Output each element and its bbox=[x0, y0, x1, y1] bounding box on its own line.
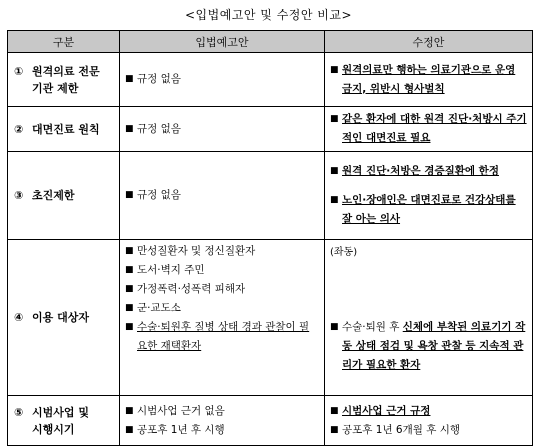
bullet-icon: ■ bbox=[125, 74, 134, 84]
row-category-line1: 대면진료 원칙 bbox=[32, 122, 100, 136]
table-row bbox=[8, 107, 533, 152]
current-item: 가정폭력·성폭력 피해자 bbox=[137, 283, 246, 295]
row-category bbox=[8, 240, 120, 396]
row-current bbox=[120, 107, 325, 152]
row-revised bbox=[325, 107, 533, 152]
bullet-icon: ■ bbox=[330, 322, 339, 332]
bullet-icon: ■ bbox=[125, 322, 134, 332]
row-current bbox=[120, 53, 325, 107]
current-item: 공포후 1년 후 시행 bbox=[137, 423, 225, 436]
revised-item: 노인·장애인은 대면진료로 건강상태를 잘 아는 의사 bbox=[342, 194, 516, 225]
bullet-icon: ■ bbox=[125, 265, 134, 275]
table-header-row bbox=[8, 31, 533, 53]
table-row bbox=[8, 53, 533, 107]
current-item: 수술·퇴원후 질병 상태 경과 관찰이 필요한 재택환자 bbox=[137, 321, 310, 352]
current-item: 규정 없음 bbox=[137, 189, 181, 201]
row-number: ④ bbox=[14, 311, 24, 324]
bullet-icon: ■ bbox=[125, 424, 134, 435]
row-category-line1: 이용 대상자 bbox=[32, 311, 89, 324]
row-category bbox=[8, 396, 120, 446]
header-revised: 수정안 bbox=[325, 31, 533, 53]
current-item: 규정 없음 bbox=[137, 122, 181, 135]
row-number: ③ bbox=[14, 189, 24, 202]
row-category bbox=[8, 53, 120, 107]
bullet-icon: ■ bbox=[330, 64, 339, 75]
revised-item: 원격의료만 행하는 의료기관으로 운영 금지, 위반시 형사벌칙 bbox=[342, 63, 516, 95]
row-current bbox=[120, 152, 325, 240]
current-item: 군·교도소 bbox=[137, 302, 181, 314]
table-row bbox=[8, 152, 533, 240]
row-category-line1: 초진제한 bbox=[32, 189, 75, 202]
table-row bbox=[8, 240, 533, 396]
row-category bbox=[8, 152, 120, 240]
header-current: 입법예고안 bbox=[120, 31, 325, 53]
revised-item: 공포후 1년 6개월 후 시행 bbox=[342, 423, 460, 436]
document-title: <입법예고안 및 수정안 비교> bbox=[184, 8, 353, 22]
row-revised bbox=[325, 240, 533, 396]
row-number: ② bbox=[14, 122, 24, 136]
row-category bbox=[8, 107, 120, 152]
current-item: 시범사업 근거 없음 bbox=[137, 404, 225, 417]
bullet-icon: ■ bbox=[330, 405, 339, 416]
row-revised bbox=[325, 53, 533, 107]
bullet-icon: ■ bbox=[125, 123, 134, 134]
bullet-icon: ■ bbox=[125, 405, 134, 416]
row-category-line2: 시행시기 bbox=[32, 422, 75, 436]
row-category-line2: 기관 제한 bbox=[32, 81, 79, 95]
revised-item: 시범사업 근거 규정 bbox=[342, 404, 431, 417]
table-row bbox=[8, 396, 533, 446]
revised-item: 원격 진단·처방은 경증질환에 한정 bbox=[342, 165, 499, 177]
revised-main: 신체에 부착된 의료기기 작동 상태 점검 및 욕창 관찰 등 지속적 관리가 필요한 환자 bbox=[342, 321, 526, 371]
bullet-icon: ■ bbox=[125, 246, 134, 256]
row-number: ⑤ bbox=[14, 405, 24, 419]
revised-prefix: 수술·퇴원 후 bbox=[342, 321, 403, 333]
row-revised bbox=[325, 396, 533, 446]
bullet-icon: ■ bbox=[330, 195, 339, 205]
row-number: ① bbox=[14, 64, 24, 78]
bullet-icon: ■ bbox=[125, 303, 134, 313]
revised-item bbox=[342, 318, 527, 375]
header-category: 구분 bbox=[8, 31, 120, 53]
row-current bbox=[120, 396, 325, 446]
row-revised bbox=[325, 152, 533, 240]
same-as-left-note: (좌동) bbox=[330, 247, 358, 258]
row-category-line1: 원격의료 전문 bbox=[32, 64, 100, 78]
bullet-icon: ■ bbox=[330, 424, 339, 435]
comparison-table bbox=[7, 30, 533, 446]
bullet-icon: ■ bbox=[125, 284, 134, 294]
row-category-line1: 시범사업 및 bbox=[32, 405, 89, 419]
current-item: 도서·벽지 주민 bbox=[137, 264, 205, 276]
bullet-icon: ■ bbox=[330, 114, 339, 124]
bullet-icon: ■ bbox=[330, 166, 339, 176]
row-current bbox=[120, 240, 325, 396]
bullet-icon: ■ bbox=[125, 190, 134, 200]
revised-item: 같은 환자에 대한 원격 진단·처방시 주기적인 대면진료 필요 bbox=[342, 113, 527, 144]
current-item: 규정 없음 bbox=[137, 73, 181, 85]
current-item: 만성질환자 및 정신질환자 bbox=[137, 245, 256, 257]
